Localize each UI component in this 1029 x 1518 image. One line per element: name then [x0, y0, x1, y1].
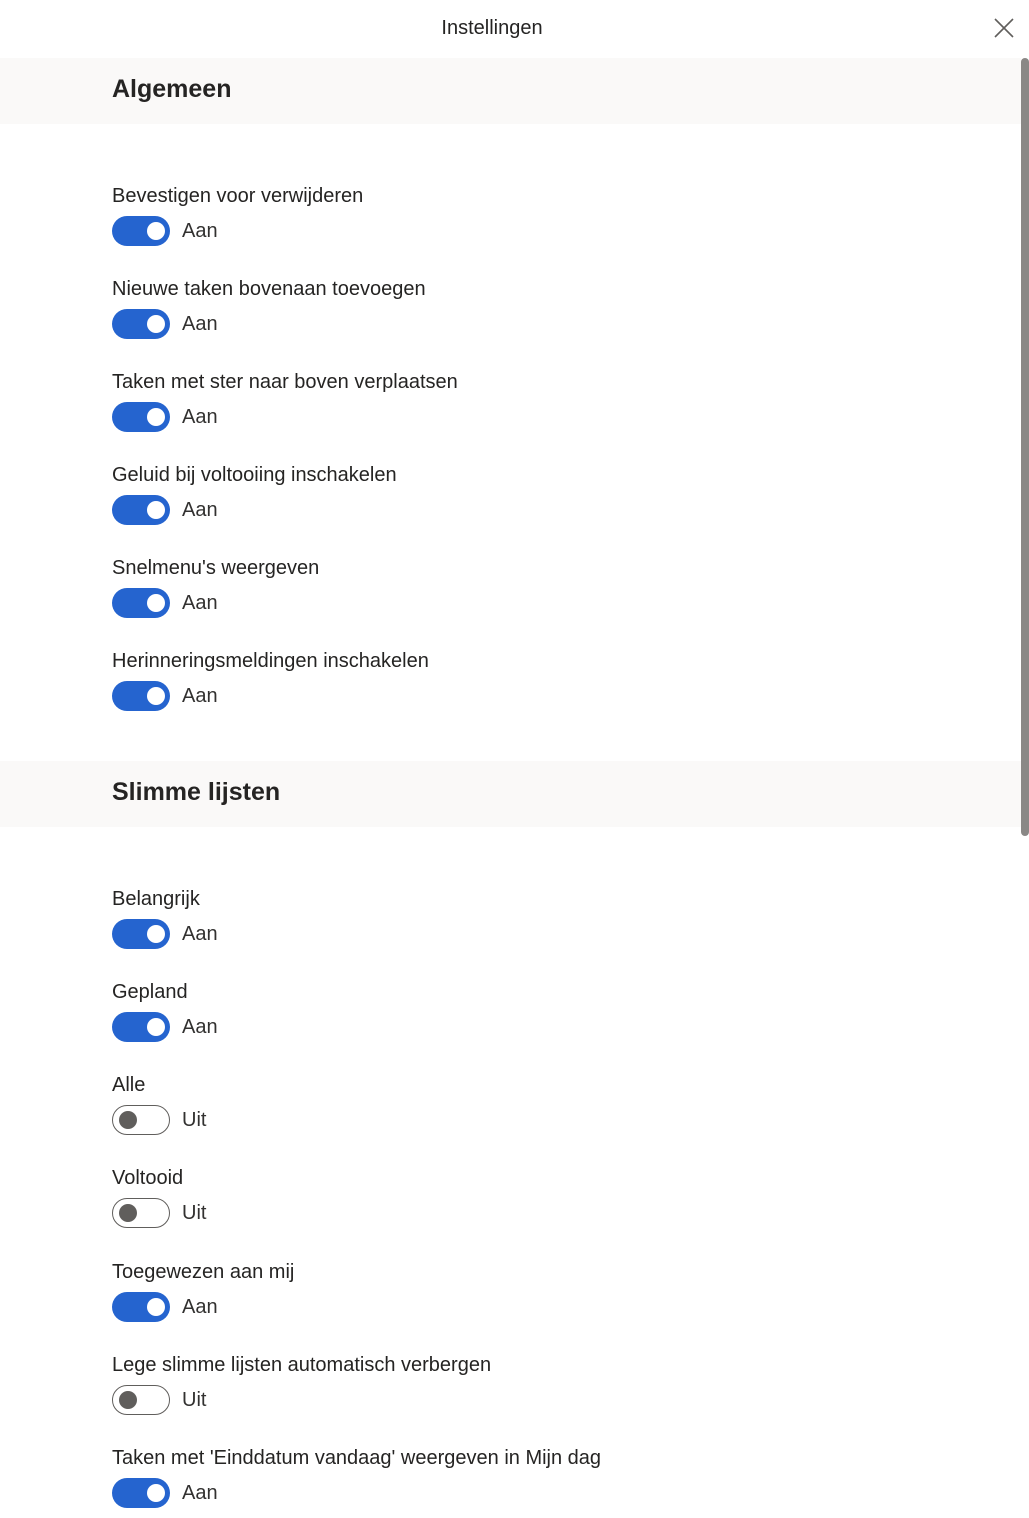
toggle-knob — [147, 1484, 165, 1502]
toggle-switch[interactable] — [112, 1385, 170, 1415]
toggle-knob — [147, 222, 165, 240]
toggle-switch[interactable] — [112, 681, 170, 711]
setting-item — [112, 1073, 206, 1135]
toggle-knob — [119, 1391, 137, 1409]
setting-item — [112, 556, 319, 618]
setting-label: Taken met 'Einddatum vandaag' weergeven in Mijn dag — [112, 1447, 602, 1469]
toggle-knob — [119, 1204, 137, 1222]
setting-label: Herinneringsmeldingen inschakelen — [112, 650, 429, 672]
toggle-knob — [147, 315, 165, 333]
setting-label: Bevestigen voor verwijderen — [112, 185, 364, 207]
toggle-state: Aan — [182, 1295, 218, 1318]
setting-label: Taken met ster naar boven verplaatsen — [112, 371, 458, 393]
toggle-state: Aan — [182, 922, 218, 945]
toggle-state: Aan — [182, 684, 218, 707]
close-icon — [990, 14, 1018, 42]
toggle-state: Aan — [182, 591, 218, 614]
setting-item — [112, 1166, 206, 1228]
setting-item — [112, 184, 363, 246]
toggle-knob — [147, 501, 165, 519]
toggle-switch[interactable] — [112, 1105, 170, 1135]
setting-item — [112, 980, 218, 1042]
dialog-title: Instellingen — [441, 17, 543, 39]
toggle-state: Aan — [182, 312, 218, 335]
toggle-switch[interactable] — [112, 1292, 170, 1322]
setting-label: Geluid bij voltooiing inschakelen — [112, 464, 397, 486]
toggle-state: Aan — [182, 1481, 218, 1504]
toggle-switch[interactable] — [112, 588, 170, 618]
setting-item — [112, 277, 426, 339]
toggle-knob — [147, 408, 165, 426]
toggle-switch[interactable] — [112, 1198, 170, 1228]
toggle-switch[interactable] — [112, 216, 170, 246]
toggle-state: Aan — [182, 1015, 218, 1038]
setting-item — [112, 370, 458, 432]
section-title: Algemeen — [112, 75, 232, 103]
section-title: Slimme lijsten — [112, 778, 281, 806]
toggle-knob — [147, 1018, 165, 1036]
toggle-state: Aan — [182, 219, 218, 242]
toggle-state: Aan — [182, 405, 218, 428]
toggle-knob — [147, 1298, 165, 1316]
setting-item — [112, 463, 397, 525]
toggle-state: Uit — [182, 1108, 207, 1131]
toggle-knob — [119, 1111, 137, 1129]
setting-label: Alle — [112, 1074, 146, 1096]
section-header-general — [0, 58, 1021, 124]
setting-item — [112, 1446, 601, 1508]
setting-label: Nieuwe taken bovenaan toevoegen — [112, 278, 426, 300]
toggle-switch[interactable] — [112, 1012, 170, 1042]
dialog-header — [0, 0, 1029, 58]
toggle-state: Aan — [182, 498, 218, 521]
toggle-knob — [147, 925, 165, 943]
setting-label: Lege slimme lijsten automatisch verbergen — [112, 1354, 492, 1376]
toggle-switch[interactable] — [112, 309, 170, 339]
setting-label: Belangrijk — [112, 888, 200, 910]
toggle-switch[interactable] — [112, 402, 170, 432]
setting-label: Gepland — [112, 981, 188, 1003]
setting-label: Voltooid — [112, 1167, 184, 1189]
setting-item — [112, 887, 218, 949]
setting-item — [112, 649, 429, 711]
toggle-switch[interactable] — [112, 495, 170, 525]
scrollbar-thumb[interactable] — [1021, 58, 1029, 836]
toggle-state: Uit — [182, 1201, 207, 1224]
setting-label: Toegewezen aan mij — [112, 1261, 295, 1283]
toggle-knob — [147, 687, 165, 705]
toggle-state: Uit — [182, 1388, 207, 1411]
toggle-switch[interactable] — [112, 919, 170, 949]
close-button[interactable] — [990, 14, 1018, 42]
toggle-switch[interactable] — [112, 1478, 170, 1508]
section-header-smart-lists — [0, 761, 1021, 827]
setting-label: Snelmenu's weergeven — [112, 557, 320, 579]
toggle-knob — [147, 594, 165, 612]
setting-item — [112, 1260, 294, 1322]
setting-item — [112, 1353, 491, 1415]
